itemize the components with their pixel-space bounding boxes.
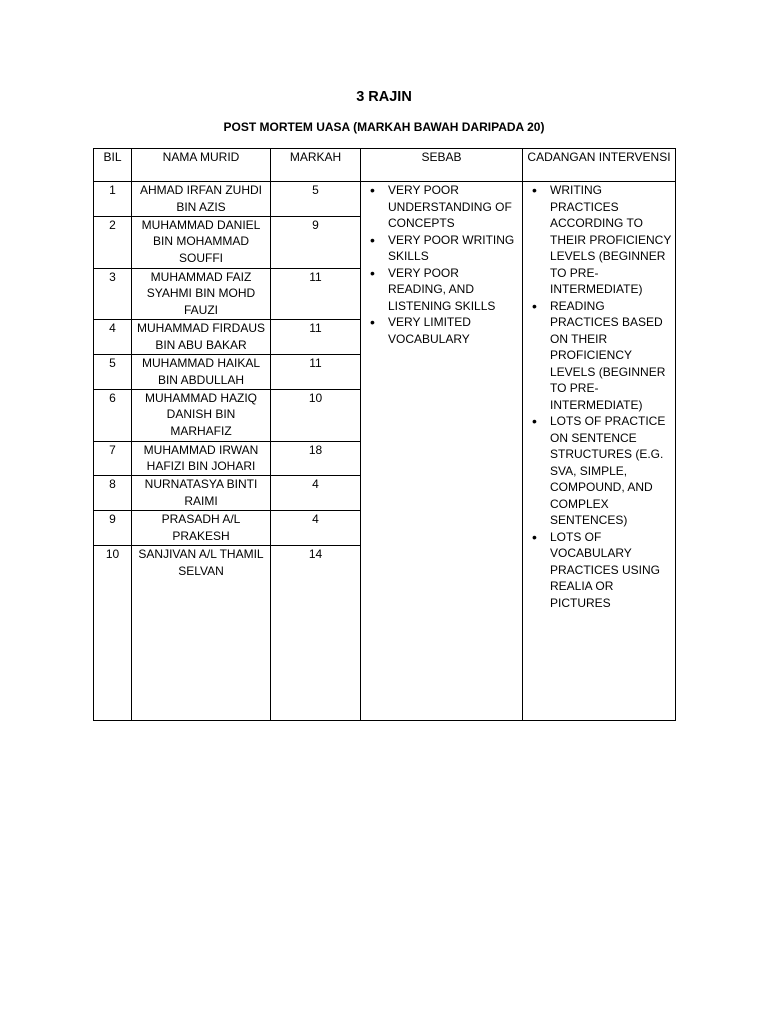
sebab-item: • VERY POOR WRITING SKILLS	[364, 232, 519, 265]
cell-bil: 1	[94, 182, 132, 217]
cadangan-list	[526, 182, 672, 611]
cell-bil: 4	[94, 320, 132, 355]
cell-sebab	[361, 182, 523, 721]
post-mortem-table	[93, 148, 676, 721]
cell-nama-murid: MUHAMMAD FIRDAUS BIN ABU BAKAR	[132, 320, 271, 355]
cell-bil: 7	[94, 441, 132, 476]
cell-bil: 9	[94, 511, 132, 546]
cadangan-item: • LOTS OF PRACTICE ON SENTENCE STRUCTURES (E.G. SVA, SIMPLE, COMPOUND, AND COMPLEX SENTENCES)	[526, 413, 672, 529]
sebab-item: • VERY POOR READING, AND LISTENING SKILLS	[364, 265, 519, 315]
sebab-item: • VERY POOR UNDERSTANDING OF CONCEPTS	[364, 182, 519, 232]
cell-nama-murid: MUHAMMAD HAIKAL BIN ABDULLAH	[132, 355, 271, 390]
cell-bil: 10	[94, 546, 132, 721]
cadangan-item: • WRITING PRACTICES ACCORDING TO THEIR PROFICIENCY LEVELS (BEGINNER TO PRE-INTERMEDIATE)	[526, 182, 672, 298]
cell-cadangan-intervensi	[523, 182, 676, 721]
page-title: 3 RAJIN	[356, 89, 412, 105]
header-sebab: SEBAB	[361, 149, 523, 182]
cell-bil: 2	[94, 216, 132, 268]
header-bil: BIL	[94, 149, 132, 182]
cell-markah: 18	[271, 441, 361, 476]
cell-markah: 11	[271, 320, 361, 355]
sebab-list	[364, 182, 519, 347]
cell-bil: 3	[94, 268, 132, 320]
cell-bil: 6	[94, 389, 132, 441]
table-row	[94, 182, 676, 217]
cadangan-item: • LOTS OF VOCABULARY PRACTICES USING REALIA OR PICTURES	[526, 529, 672, 612]
cell-nama-murid: MUHAMMAD HAZIQ DANISH BIN MARHAFIZ	[132, 389, 271, 441]
cell-nama-murid: MUHAMMAD DANIEL BIN MOHAMMAD SOUFFI	[132, 216, 271, 268]
cell-nama-murid: MUHAMMAD FAIZ SYAHMI BIN MOHD FAUZI	[132, 268, 271, 320]
sebab-item: • VERY LIMITED VOCABULARY	[364, 314, 519, 347]
cell-markah: 11	[271, 268, 361, 320]
cell-nama-murid: PRASADH A/L PRAKESH	[132, 511, 271, 546]
table-header-row	[94, 149, 676, 182]
cell-bil: 8	[94, 476, 132, 511]
header-nama-murid: NAMA MURID	[132, 149, 271, 182]
cell-markah: 10	[271, 389, 361, 441]
cell-markah: 11	[271, 355, 361, 390]
cell-nama-murid: SANJIVAN A/L THAMIL SELVAN	[132, 546, 271, 721]
cell-bil: 5	[94, 355, 132, 390]
cell-markah: 9	[271, 216, 361, 268]
cell-markah: 4	[271, 476, 361, 511]
cell-markah: 5	[271, 182, 361, 217]
cell-nama-murid: AHMAD IRFAN ZUHDI BIN AZIS	[132, 182, 271, 217]
header-markah: MARKAH	[271, 149, 361, 182]
cell-markah: 14	[271, 546, 361, 721]
cell-markah: 4	[271, 511, 361, 546]
page-subtitle: POST MORTEM UASA (MARKAH BAWAH DARIPADA 20)	[223, 120, 545, 134]
cadangan-item: • READING PRACTICES BASED ON THEIR PROFICIENCY LEVELS (BEGINNER TO PRE-INTERMEDIATE)	[526, 298, 672, 414]
cell-nama-murid: MUHAMMAD IRWAN HAFIZI BIN JOHARI	[132, 441, 271, 476]
cell-nama-murid: NURNATASYA BINTI RAIMI	[132, 476, 271, 511]
header-cadangan-intervensi: CADANGAN INTERVENSI	[523, 149, 676, 182]
